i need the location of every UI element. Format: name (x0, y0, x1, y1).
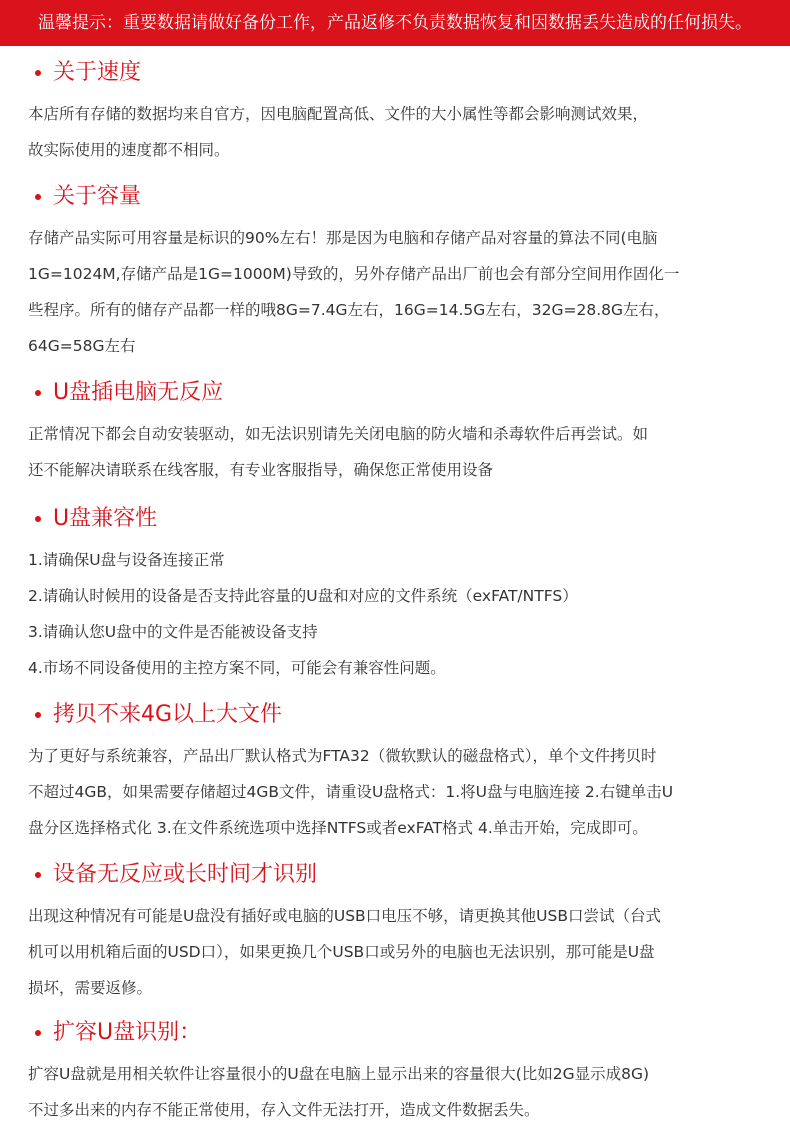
section-title: 拷贝不来4G以上大文件 (53, 702, 283, 727)
paragraph-line: 1G=1024M,存储产品是1G=1000M)导致的，另外存储产品出厂前也会有部分空间用作固化一 (28, 265, 680, 283)
paragraph-line: 不超过4GB，如果需要存储超过4GB文件，请重设U盘格式：1.将U盘与电脑连接 2.右键单击U (28, 783, 674, 801)
section-title: U盘插电脑无反应 (53, 380, 224, 405)
section-slow-recognition (28, 852, 768, 1006)
section-large-files (28, 692, 768, 846)
bullet-dot-icon (35, 712, 41, 718)
bullet-dot-icon (35, 390, 41, 396)
section-heading (28, 692, 768, 738)
paragraph-line: 扩容U盘就是用相关软件让容量很小的U盘在电脑上显示出来的容量很大(比如2G显示成8G) (28, 1065, 650, 1083)
section-capacity (28, 174, 768, 364)
paragraph-line: 还不能解决请联系在线客服，有专业客服指导，确保您正常使用设备 (28, 461, 494, 479)
paragraph-line: 存储产品实际可用容量是标识的90%左右！那是因为电脑和存储产品对容量的算法不同(电脑 (28, 229, 658, 247)
section-expanded-usb (28, 1010, 768, 1128)
section-heading (28, 50, 768, 96)
section-compatibility (28, 496, 768, 686)
paragraph-line: 本店所有存储的数据均来自官方，因电脑配置高低、文件的大小属性等都会影响测试效果， (28, 105, 649, 123)
bullet-dot-icon (35, 872, 41, 878)
list-item: 2.请确认时候用的设备是否支持此容量的U盘和对应的文件系统（exFAT/NTFS） (28, 587, 578, 605)
section-title: 关于容量 (53, 184, 142, 209)
list-item: 3.请确认您U盘中的文件是否能被设备支持 (28, 623, 318, 641)
bullet-dot-icon (35, 516, 41, 522)
bullet-dot-icon (35, 1030, 41, 1036)
paragraph-line: 盘分区选择格式化 3.在文件系统选项中选择NTFS或者exFAT格式 4.单击开始，完成即可。 (28, 819, 648, 837)
section-title: 关于速度 (53, 60, 142, 85)
paragraph-line: 机可以用机箱后面的USD口），如果更换几个USB口或另外的电脑也无法识别，那可能是U盘 (28, 943, 655, 961)
section-heading (28, 1010, 768, 1056)
paragraph-line: 不过多出来的内存不能正常使用，存入文件无法打开，造成文件数据丢失。 (28, 1101, 540, 1119)
section-title: U盘兼容性 (53, 506, 158, 531)
list-item: 1.请确保U盘与设备连接正常 (28, 551, 225, 569)
section-no-response (28, 370, 768, 488)
paragraph-line: 损坏，需要返修。 (28, 979, 153, 997)
paragraph-line: 64G=58G左右 (28, 337, 136, 355)
paragraph-line: 些程序。所有的储存产品都一样的哦8G=7.4G左右，16G=14.5G左右，32G=28.8G左右， (28, 301, 670, 319)
faq-content (28, 50, 768, 1128)
list-item: 4.市场不同设备使用的主控方案不同，可能会有兼容性问题。 (28, 659, 446, 677)
paragraph-line: 出现这种情况有可能是U盘没有插好或电脑的USB口电压不够，请更换其他USB口尝试（台式 (28, 907, 661, 925)
bullet-dot-icon (35, 70, 41, 76)
bullet-dot-icon (35, 194, 41, 200)
paragraph-line: 正常情况下都会自动安装驱动，如无法识别请先关闭电脑的防火墙和杀毒软件后再尝试。如 (28, 425, 649, 443)
warning-banner: 温馨提示：重要数据请做好备份工作，产品返修不负责数据恢复和因数据丢失造成的任何损失。 (0, 0, 790, 46)
section-speed (28, 50, 768, 168)
paragraph-line: 故实际使用的速度都不相同。 (28, 141, 230, 159)
paragraph-line: 为了更好与系统兼容，产品出厂默认格式为FTA32（微软默认的磁盘格式），单个文件拷贝时 (28, 747, 657, 765)
section-title: 扩容U盘识别： (53, 1020, 202, 1045)
section-heading (28, 174, 768, 220)
section-title: 设备无反应或长时间才识别 (53, 862, 318, 887)
section-heading (28, 496, 768, 542)
section-heading (28, 370, 768, 416)
section-heading (28, 852, 768, 898)
